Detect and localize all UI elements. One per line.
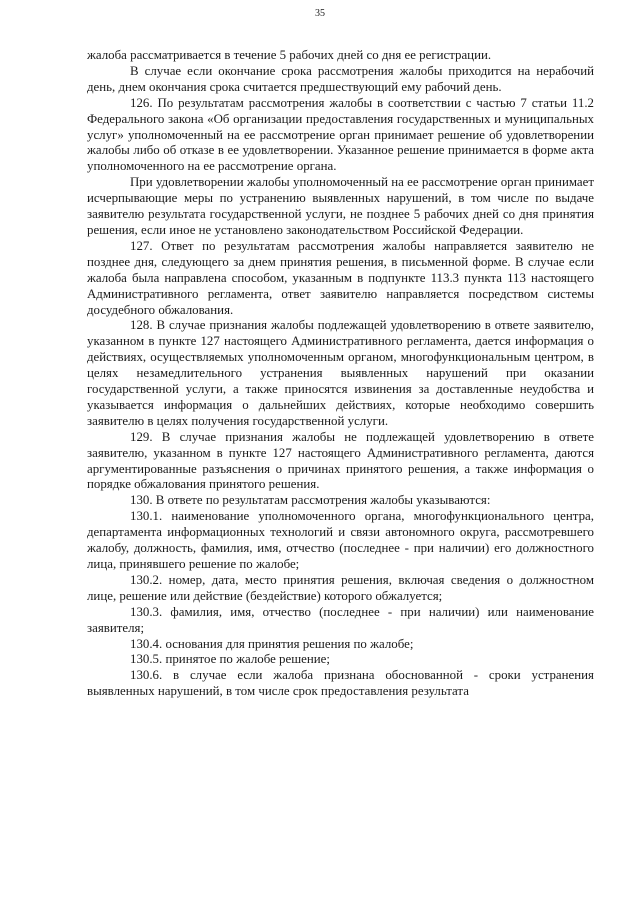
paragraph: 130.6. в случае если жалоба признана обоснованной - сроки устранения выявленных нарушений, в том числе срок предоставления результата — [87, 668, 594, 699]
paragraph: 130.1. наименование уполномоченного органа, многофункционального центра, департамента информационных технологий и связи автономного округа, рассмотревшего жалобу, должность, фамилия, имя, отчество (последнее - при наличии) его должностного лица, принявшего решение по жалобе; — [87, 509, 594, 571]
page-number: 35 — [315, 8, 325, 19]
paragraph: 127. Ответ по результатам рассмотрения жалобы направляется заявителю не позднее дня, следующего за днем принятия решения, в письменной форме. В случае если жалоба была направлена способом, указанным в подпункте 113.3 пункта 113 настоящего Административного регламента, ответ заявителю направляется посредством системы досудебного обжалования. — [87, 238, 594, 317]
paragraph: жалоба рассматривается в течение 5 рабочих дней со дня ее регистрации. — [87, 48, 492, 62]
paragraph: В случае если окончание срока рассмотрения жалобы приходится на нерабочий день, днем окончания срока считается предшествующий ему рабочий день. — [87, 63, 594, 94]
paragraph: 130. В ответе по результатам рассмотрения жалобы указываются: — [130, 493, 491, 508]
paragraph: 130.3. фамилия, имя, отчество (последнее - при наличии) или наименование заявителя; — [87, 604, 594, 635]
paragraph: 130.2. номер, дата, место принятия решения, включая сведения о должностном лице, решение или действие (бездействие) которого обжалуется; — [87, 572, 594, 603]
paragraph: 130.4. основания для принятия решения по жалобе; — [130, 636, 414, 651]
paragraph: 126. По результатам рассмотрения жалобы в соответствии с частью 7 статьи 11.2 Федерального закона «Об организации предоставления государственных и муниципальных услуг» уполномоченный на ее рассмотрение орган принимает решение об удовлетворении жалобы либо об отказе в ее удовлетворении. Указанное решение принимается в форме акта уполномоченного на ее рассмотрение органа. — [87, 95, 594, 174]
paragraph: 130.5. принятое по жалобе решение; — [130, 652, 330, 667]
paragraph: 128. В случае признания жалобы подлежащей удовлетворению в ответе заявителю, указанном в пункте 127 настоящего Административного регламента, дается информация о действиях, осуществляемых уполномоченным органом, многофункциональным центром, в целях незамедлительного устранения выявленных нарушений при оказании государственной услуги, а также приносятся извинения за доставленные неудобства и указывается информация о дальнейших действиях, которые необходимо совершить заявителю в целях получения государственной услуги. — [87, 318, 594, 428]
document-body — [87, 48, 594, 700]
paragraph: 129. В случае признания жалобы не подлежащей удовлетворению в ответе заявителю, указанном в пункте 127 настоящего Административного регламента, даются аргументированные разъяснения о причинах принятого решения, а также информация о порядке обжалования принятого решения. — [87, 429, 594, 492]
paragraph: При удовлетворении жалобы уполномоченный на ее рассмотрение орган принимает исчерпывающие меры по устранению выявленных нарушений, в том числе по выдаче заявителю результата государственной услуги, не позднее 5 рабочих дней со дня принятия решения, если иное не установлено законодательством Российской Федерации. — [87, 175, 594, 237]
